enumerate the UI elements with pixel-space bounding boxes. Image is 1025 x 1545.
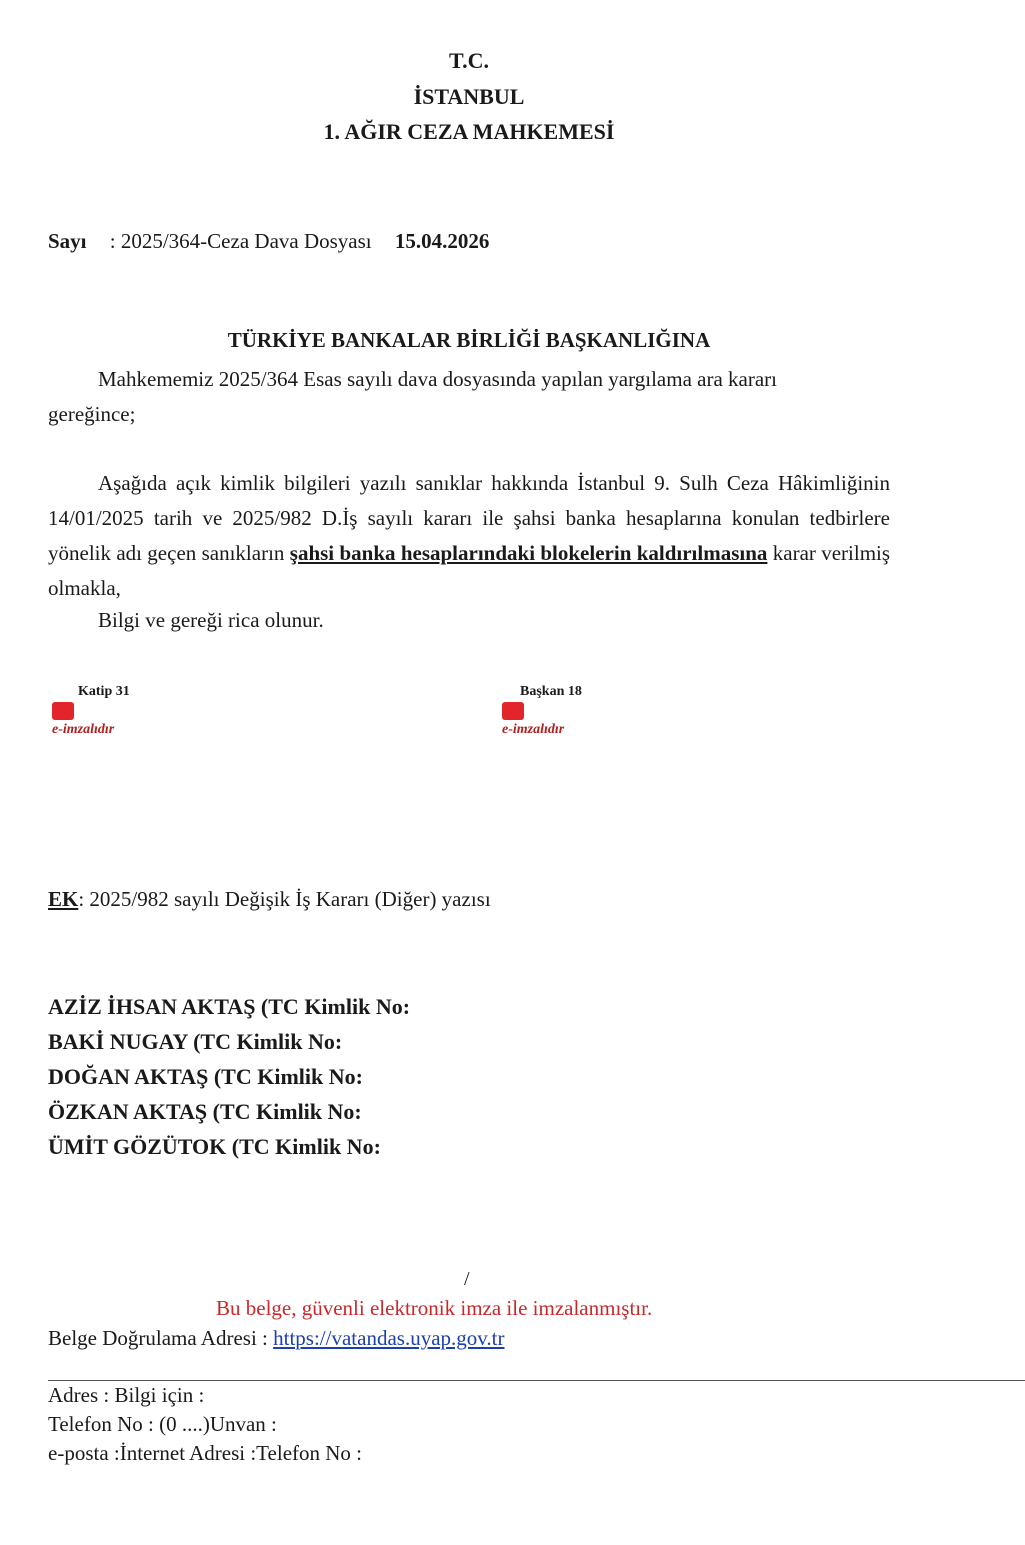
header-tc: T.C.: [449, 48, 489, 73]
reference-label: Sayı: [48, 229, 87, 253]
header-court: 1. AĞIR CEZA MAHKEMESİ: [323, 119, 615, 144]
reference-line: [48, 229, 489, 254]
paragraph-1: [48, 362, 890, 432]
paragraph-2-end: karar verilmiş olmakla,: [48, 541, 891, 600]
verify-line: [48, 1326, 504, 1351]
accused-4: ÖZKAN AKTAŞ (TC Kimlik No:: [48, 1099, 362, 1124]
paragraph-2-underlined: şahsi banka hesaplarındaki blokelerin kaldırılmasına: [289, 541, 768, 565]
footer-address: Adres : Bilgi için :: [48, 1383, 205, 1407]
footer-email: e-posta :İnternet Adresi :Telefon No :: [48, 1441, 363, 1465]
signature-president: [502, 684, 582, 738]
signature-clerk-name: Katip 31: [78, 684, 130, 699]
verify-link[interactable]: https://vatandas.uyap.gov.tr: [273, 1326, 505, 1350]
attachment-line: [48, 887, 491, 912]
footer-slash: /: [464, 1268, 470, 1290]
addressee: TÜRKİYE BANKALAR BİRLİĞİ BAŞKANLIĞINA: [227, 328, 711, 352]
attachment-label: EK: [48, 887, 79, 911]
signature-clerk-label: e-imzalıdır: [52, 722, 115, 737]
esign-notice: Bu belge, güvenli elektronik imza ile imzalanmıştır.: [216, 1296, 653, 1320]
verify-label: Belge Doğrulama Adresi :: [48, 1326, 268, 1350]
reference-date: 15.04.2026: [394, 229, 490, 253]
footer-divider: [48, 1380, 1025, 1381]
footer-phone: Telefon No : (0 ....)Unvan :: [48, 1412, 277, 1436]
paragraph-1-line-1: Mahkememiz 2025/364 Esas sayılı dava dosyasında yapılan yargılama ara kararı: [98, 367, 777, 391]
signature-clerk: [52, 684, 130, 738]
header-city: İSTANBUL: [413, 84, 525, 109]
accused-2: BAKİ NUGAY (TC Kimlik No:: [48, 1029, 343, 1054]
turkish-flag-icon: [502, 702, 524, 720]
paragraph-1-line-2: gereğince;: [48, 402, 136, 426]
reference-value: : 2025/364-Ceza Dava Dosyası: [109, 229, 372, 253]
turkish-flag-icon: [52, 702, 74, 720]
accused-5: ÜMİT GÖZÜTOK (TC Kimlik No:: [48, 1134, 381, 1159]
signature-president-label: e-imzalıdır: [502, 722, 565, 737]
signature-president-name: Başkan 18: [520, 684, 582, 699]
paragraph-2-text: Aşağıda açık kimlik bilgileri yazılı sanıklar hakkında İstanbul 9. Sulh Ceza Hâkimliğinin 14/01/2025 tarih ve 2025/982 D.İş sayılı kararı ile şahsi banka hesaplarına konulan tedbirlere yönelik adı geçen sanıkların: [48, 471, 890, 565]
accused-1: AZİZ İHSAN AKTAŞ (TC Kimlik No:: [48, 994, 411, 1019]
paragraph-2: [48, 466, 890, 606]
closing-line: Bilgi ve gereği rica olunur.: [98, 608, 324, 632]
accused-3: DOĞAN AKTAŞ (TC Kimlik No:: [48, 1064, 363, 1089]
attachment-text: : 2025/982 sayılı Değişik İş Kararı (Diğer) yazısı: [78, 887, 491, 911]
